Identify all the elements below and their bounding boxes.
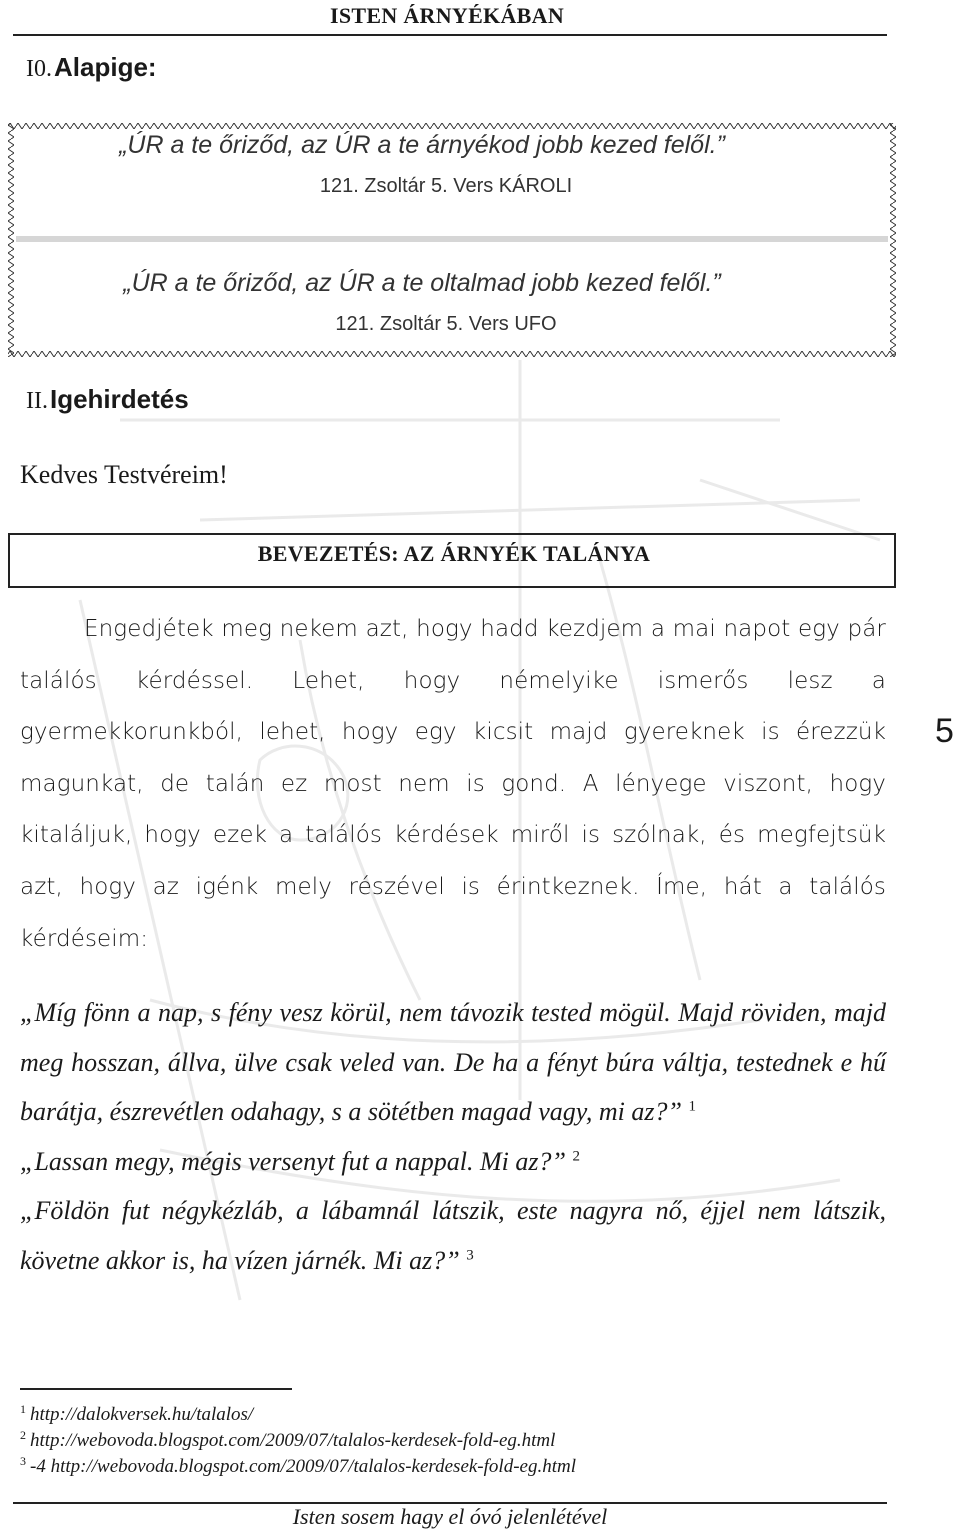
- footnote-mark: 2: [20, 1427, 26, 1442]
- header-rule: [13, 34, 887, 36]
- greeting: Kedves Testvéreim!: [20, 460, 228, 489]
- intro-paragraph: [20, 604, 886, 965]
- riddle-item: [20, 988, 886, 1137]
- footnote-link[interactable]: -4 http://webovoda.blogspot.com/2009/07/talalos-kerdesek-fold-eg.html: [30, 1456, 576, 1477]
- verse-reference-karoli: 121. Zsoltár 5. Vers KÁROLI: [319, 175, 573, 197]
- subheading: BEVEZETÉS: AZ ÁRNYÉK TALÁNYA: [257, 541, 651, 566]
- riddles-list: [20, 988, 886, 1285]
- verse-quote-ufo: „ÚR a te őriződ, az ÚR a te oltalmad jobb kezed felől.”: [123, 269, 721, 297]
- header-title: ISTEN ÁRNYÉKÁBAN: [330, 3, 565, 28]
- footnote-mark: 1: [20, 1401, 26, 1416]
- verse-box: [8, 123, 896, 357]
- footnote-ref[interactable]: 3: [466, 1246, 474, 1263]
- section-heading-alapige: [26, 52, 157, 83]
- page-footer: Isten sosem hagy el óvó jelenlétével: [292, 1504, 608, 1529]
- paragraph-text: Engedjétek meg nekem azt, hogy hadd kezdjem a mai napot egy pár találós kérdéssel. Lehet, hogy némelyike ismerős lesz a gyermekkorunkból, lehet, hogy egy kicsit majd gyereknek is érezzük magunkat, de talán ez most nem is gond. A lényege viszont, hogy kitaláljuk, hogy ezek a találós kérdések miről is szólnak, és megfejtsük azt, hogy az igénk mely részével is érintkeznek. Íme, hát a találós kérdéseim:: [20, 616, 886, 952]
- footnote-link[interactable]: http://webovoda.blogspot.com/2009/07/talalos-kerdesek-fold-eg.html: [30, 1430, 556, 1451]
- riddle-item: [20, 1137, 886, 1187]
- footnote-ref[interactable]: 1: [688, 1098, 696, 1115]
- footnote-mark: 3: [20, 1453, 26, 1468]
- section-number: I0.: [26, 56, 52, 82]
- subheading-box: [8, 533, 896, 588]
- section-title: Igehirdetés: [49, 384, 189, 414]
- footnote-item: [20, 1402, 576, 1428]
- footnote-rule: [20, 1388, 292, 1390]
- verse-reference-ufo: 121. Zsoltár 5. Vers UFO: [335, 313, 557, 335]
- riddle-text: „Míg fönn a nap, s fény vesz körül, nem távozik tested mögül. Majd röviden, majd meg hosszan, állva, ülve csak veled van. De ha a fényt búra váltja, testednek e hű barátja, észrevétlen odahagy, s a sötétben magad vagy, mi az?”: [20, 998, 886, 1126]
- verse-quote-karoli: „ÚR a te őriződ, az ÚR a te árnyékod jobb kezed felől.”: [119, 131, 725, 159]
- page-number: 5: [935, 712, 954, 750]
- footnote-link[interactable]: http://dalokversek.hu/talalos/: [30, 1404, 254, 1425]
- footnote-ref[interactable]: 2: [572, 1147, 580, 1164]
- footnotes: [20, 1402, 576, 1480]
- section-title: Alapige:: [54, 52, 157, 82]
- riddle-text: „Lassan megy, mégis versenyt fut a nappal. Mi az?”: [20, 1146, 566, 1176]
- riddle-item: [20, 1186, 886, 1285]
- section-number: II.: [26, 388, 48, 414]
- riddle-text: „Földön fut négykézláb, a lábamnál látszik, este nagyra nő, éjjel nem látszik, követne akkor is, ha vízen járnék. Mi az?”: [20, 1196, 886, 1275]
- footnote-item: [20, 1428, 576, 1454]
- footnote-item: [20, 1454, 576, 1480]
- section-heading-igehirdetes: [26, 384, 189, 415]
